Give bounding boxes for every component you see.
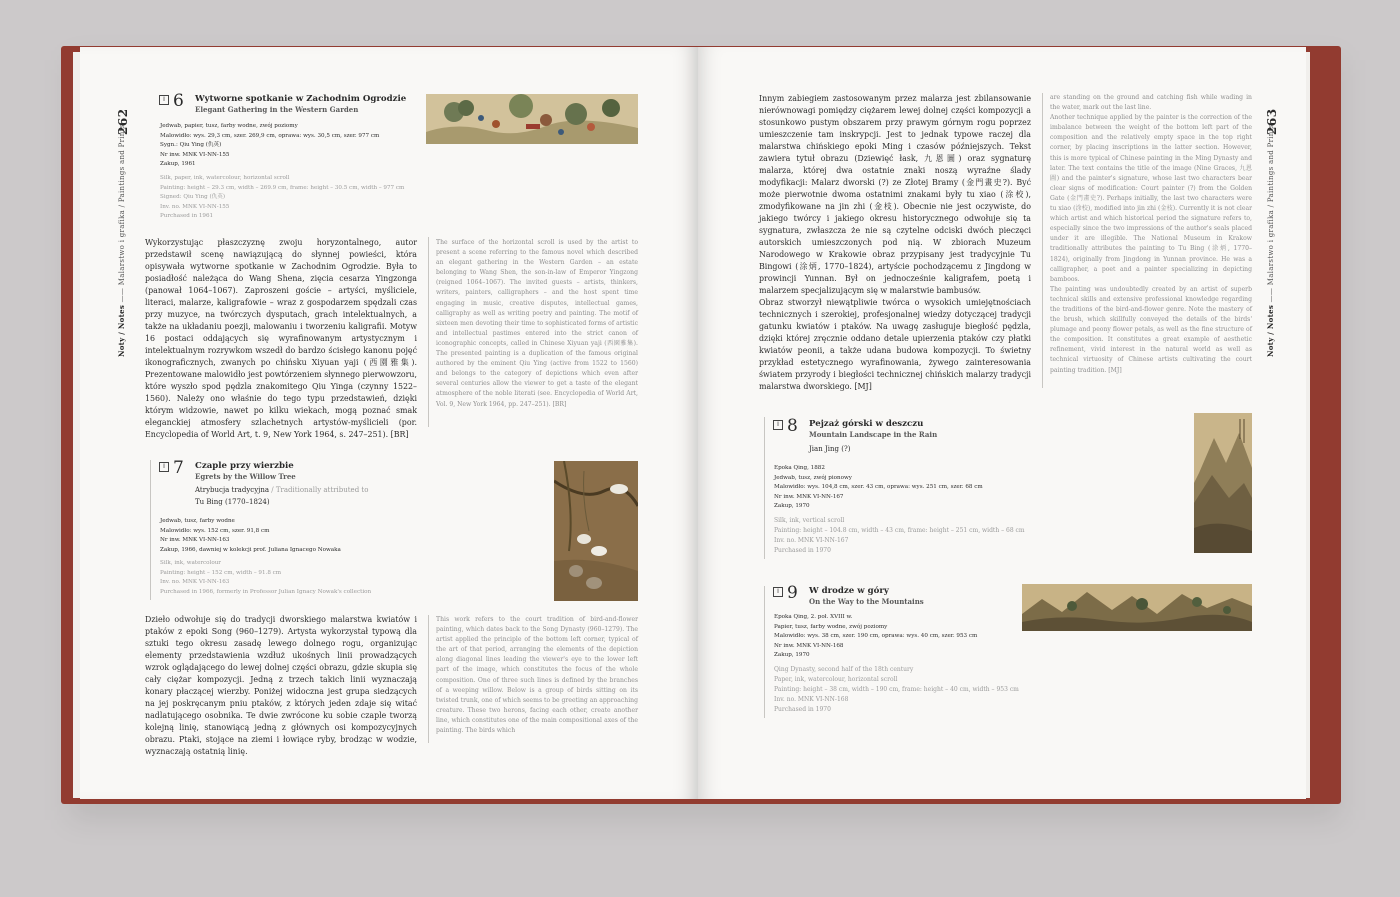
meta-line: Malowidło: wys. 152 cm, szer. 91,8 cm <box>160 527 270 534</box>
meta-line: Painting: height – 152 cm, width – 91.8 cm <box>160 569 282 576</box>
meta-line: Inv. no. MNK VI-NN-155 <box>160 203 230 210</box>
meta-line: Sygn.: Qiu Ying (仇英) <box>160 142 222 149</box>
meta-line: Paper, ink, watercolour, horizontal scroll <box>774 676 898 683</box>
entry-7-body-en: This work refers to the court tradition of bird-and-flower painting, which dates back to the Song Dynasty (960–1279). The artist applied the principle of the bottom left corner, typical of the art of that period, arranging the elements of the depiction along diagonal lines leading the viewer's eye to the lower left part of the image, which constitutes the focus of the whole composition. One of three such lines is defined by the branches of a weeping willow. Below is a group of birds sitting on its twisted trunk, one of which seems to be greeting an approaching creature. These two herons, facing each other, create another line, which constitutes one of the main compositional axes of the painting. The birds which <box>436 616 638 735</box>
meta-line: Jedwab, papier, tusz, farby wodne, zwój poziomy <box>160 123 298 129</box>
entry-8-painting <box>1194 413 1252 553</box>
entry-7-title-en: Egrets by the Willow Tree <box>195 472 296 481</box>
meta-line: Qing Dynasty, second half of the 18th century <box>774 666 914 673</box>
entry-8-rule <box>764 417 765 559</box>
meta-line: Purchased in 1961 <box>160 213 214 220</box>
entry-6-meta-pl <box>160 122 379 170</box>
entry-7-attribution: Atrybucja tradycyjna / Traditionally attributed to <box>195 486 369 494</box>
column-divider <box>428 615 429 743</box>
entry-9-box: I <box>773 587 783 597</box>
meta-line: Nr inw. MNK VI-NN-155 <box>160 151 230 158</box>
entry-6-title-en: Elegant Gathering in the Western Garden <box>195 105 359 114</box>
entry-7-meta-en <box>160 559 371 597</box>
meta-line: Silk, ink, watercolour <box>160 560 221 566</box>
running-head-section-en: Paintings and Prints <box>118 124 126 203</box>
entry-7-title-pl: Czaple przy wierzbie <box>195 461 294 471</box>
meta-line: Signed: Qiu Ying (仇英) <box>160 194 226 201</box>
continued-pl-paragraph: Innym zabiegiem zastosowanym przez malarza jest zbilansowanie nierównowagi pomiędzy ciężarem lewej dolnej części kompozycji a stosunkowo pustym obszarem przy prawym górnym rogu poprzez umieszczenie tam inskrypcji. Jest to jednak typowe raczej dla malarstwa chińskiego epoki Ming i czasów późniejszych. Tekst zawiera tytuł obrazu (Dziewięć łask, 九恩圖) oraz sygnaturę malarza, której dwa ostatnie znaki noszą wyraźne ślady modyfikacji: Malarz dworski (?) ze Złotej Bramy (金門畫史?). Być może pierwotnie dwoma ostatnimi znakami były tu xiao (涂校), zmodyfikowane na jin zhi (金枝). Obecnie nie jest oczywiste, do jakiego twórcy i jakiego okresu historycznego odwołuje się ta sygnatura, zwłaszcza że nie są czytelne odciski dwóch pieczęci autorskich umieszczonych pod nią. W zbiorach Muzeum Narodowego w Krakowie obraz przypisany jest tradycyjnie Tu Bingowi (涂炳, 1770–1824), artyście pochodzącemu z Jingdong w prowincji Yunnan. Był on jednocześnie kaligrafem, poetą i malarzem specjalizującym się w malarstwie bambusów. <box>759 94 1031 295</box>
entry-8-box: I <box>773 420 783 430</box>
running-head-notes: Noty / Notes <box>117 304 126 357</box>
meta-line: Jedwab, tusz, farby wodne <box>160 518 235 524</box>
mountain-illustration <box>1194 413 1252 553</box>
meta-line: Inv. no. MNK VI-NN-167 <box>774 537 849 544</box>
entry-8-number: 8 <box>787 416 798 436</box>
running-head-notes: Noty / Notes <box>1266 304 1275 357</box>
meta-line: Epoka Qing, 1882 <box>774 465 825 471</box>
entry-7-box: I <box>159 462 169 472</box>
meta-line: Painting: height – 38 cm, width – 190 cm, frame: height – 40 cm, width – 953 cm <box>774 686 1019 693</box>
meta-line: Zakup, 1970 <box>774 652 810 659</box>
entry-7-body-pl: Dzieło odwołuje się do tradycji dworskiego malarstwa kwiatów i ptaków z epoki Song (960–1279). Artysta wykorzystał typową dla sztuki tego okresu zasadę lewego dolnego rogu, organizując elementy przedstawienia wzdłuż ukośnych linii prowadzących wzrok oglądającego do lewej dolnej części obrazu, gdzie skupia się cały ciężar kompozycji. Jedną z trzech takich linii wyznaczają konary płaczącej wierzby. Poniżej widoczna jest grupa siedzących na jej poskręcanym pniu ptaków, z których jeden zdaje się witać nadlatującego osobnika. Te dwie zwrócone ku sobie czaple tworzą kolejną linię, stanowiącą jedną z głównych osi kompozycyjnych obrazu. Ptaki, stojące na ziemi i łowiące ryby, brodząc w wodzie, wyznaczają ostatnią linię. <box>145 615 417 756</box>
running-head-section-en: Paintings and Prints <box>1267 124 1275 203</box>
meta-line: Purchased in 1970 <box>774 706 831 713</box>
continued-body-pl <box>759 93 1031 393</box>
entry-6-body-en: The surface of the horizontal scroll is used by the artist to present a scene referring to the famous novel which described an elegant gathering in the Western Garden – an estate belonging to Wang Shen, the son-in-law of Emperor Yingzong (reigned 1064–1067). The invited guests – artists, thinkers, writers, painters, calligraphers – and the host spent time engaging in music, creative disputes, intellectual games, calligraphy as well as writing poetry and painting. The motif of sixteen men devoting their time to sophisticated forms of artistic and intellectual pastimes entered into the strict canon of iconographic concepts, called in Chinese Xiyuan yaji (西園雅集). The presented painting is a duplication of the famous original authored by the eminent Qiu Ying (active from 1522 to 1560) and belongs to the category of depictions which even after several centuries allow the viewer to get a taste of the elegant atmosphere of the noble literati (see. Encyclopedia of World Art, Vol. 9, New York 1964, pp. 247–251). [BR] <box>436 239 638 408</box>
entry-8-title-pl: Pejzaż górski w deszczu <box>809 419 924 429</box>
entry-8-meta-en <box>774 516 1025 556</box>
meta-line: Nr inw. MNK VI-NN-163 <box>160 537 230 544</box>
meta-line: Zakup, 1961 <box>160 161 196 168</box>
entry-6-painting <box>426 94 638 144</box>
entry-6-box: I <box>159 95 169 105</box>
scroll-illustration <box>426 94 638 144</box>
entry-8-artist: Jian Jing (?) <box>809 445 851 453</box>
egrets-illustration <box>554 461 638 601</box>
meta-line: Zakup, 1970 <box>774 503 810 510</box>
meta-line: Malowidło: wys. 38 cm, szer. 190 cm, oprawa: wys. 40 cm, szer. 953 cm <box>774 633 978 640</box>
page-number-right: 263 <box>1265 108 1279 135</box>
entry-6-meta-en <box>160 174 404 222</box>
running-head-section-pl: Malarstwo i grafika <box>1267 209 1275 286</box>
meta-line: Malowidło: wys. 29,3 cm, szer. 269,9 cm, oprawa: wys. 30,5 cm, szer. 977 cm <box>160 132 380 139</box>
meta-line: Purchased in 1966, formerly in Professor Julian Ignacy Nowak's collection <box>160 588 372 595</box>
meta-line: Zakup, 1966, dawniej w kolekcji prof. Juliana Ignacego Nowaka <box>160 546 341 553</box>
page-number-left: 262 <box>116 108 130 135</box>
attribution-pl: Atrybucja tradycyjna <box>195 486 270 494</box>
running-head-section-pl: Malarstwo i grafika <box>118 209 126 286</box>
entry-8-meta-pl <box>774 464 983 512</box>
running-head-right: Noty / Notes —— Malarstwo i grafika / Paintings and Prints <box>1266 124 1275 357</box>
entry-7-artist: Tu Bing (1770–1824) <box>195 498 270 506</box>
entry-7-rule <box>150 460 151 600</box>
meta-line: Painting: height – 29.3 cm, width – 269.9 cm, frame: height – 30.5 cm, width – 977 cm <box>160 184 405 191</box>
left-page <box>80 47 698 799</box>
meta-line: Papier, tusz, farby wodne, zwój poziomy <box>774 623 888 630</box>
meta-line: Jedwab, tusz, zwój pionowy <box>774 474 852 481</box>
landscape-scroll-illustration <box>1022 584 1252 631</box>
entry-8-title-en: Mountain Landscape in the Rain <box>809 430 938 439</box>
meta-line: Silk, paper, ink, watercolour, horizontal scroll <box>160 175 290 181</box>
entry-7-meta-pl <box>160 517 341 555</box>
entry-6-body-pl: Wykorzystując płaszczyznę zwoju horyzontalnego, autor przedstawił scenę nawiązującą do słynnej powieści, która opisywała wytworne spotkanie w Zachodnim Ogrodzie. Była to posiadłość należąca do Wang Shena, zięcia cesarza Yingzonga (panował 1064–1067). Zaproszeni goście – artyści, myśliciele, literaci, malarze, kaligrafowie – wraz z gospodarzem spędzali czas przy muzyce, na twórczych dysputach, grach intelektualnych, a także na układaniu poezji, malowaniu i tworzeniu kaligrafii. Motyw 16 postaci oddających się wyrafinowanym artystycznym i intelektualnym rozrywkom wszedł do bardzo ścisłego kanonu pojęć ikonograficznych, zwanych po chińsku Xiyuan yaji (西園雅集). Prezentowane malowidło jest powtórzeniem słynnego pierwowzoru, które wyszło spod pędzla znakomitego Qiu Yinga (czynny 1522–1560). Należy ono właśnie do tego typu przedstawień, dzięki którym widzowie, nawet po kilku wiekach, mogą poznać smak eleganckiej atmosfery szlachetnych artystów-myślicieli (por. Encyclopedia of World Art, t. 9, New York 1964, s. 247–251). [BR] <box>145 238 417 439</box>
right-page <box>698 47 1306 799</box>
meta-line: Silk, ink, vertical scroll <box>774 517 845 524</box>
entry-6-number: 6 <box>173 91 184 111</box>
column-divider <box>1042 93 1043 388</box>
entry-9-title-pl: W drodze w góry <box>809 586 889 596</box>
entry-9-title-en: On the Way to the Mountains <box>809 597 924 606</box>
entry-9-rule <box>764 586 765 718</box>
continued-body-en <box>1050 93 1252 376</box>
entry-7-painting <box>554 461 638 601</box>
entry-9-painting <box>1022 584 1252 631</box>
meta-line: Inv. no. MNK VI-NN-163 <box>160 579 230 586</box>
meta-line: Nr inw. MNK VI-NN-167 <box>774 493 844 500</box>
meta-line: Nr inw. MNK VI-NN-168 <box>774 642 844 649</box>
entry-9-meta-en <box>774 665 1019 715</box>
running-head-left: Noty / Notes —— Malarstwo i grafika / Paintings and Prints <box>117 124 126 357</box>
attribution-en: Traditionally attributed to <box>275 486 369 494</box>
entry-9-number: 9 <box>787 583 798 603</box>
continued-en-paragraph: Another technique applied by the painter is the correction of the imbalance between the weight of the bottom left part of the composition and the relatively empty space in the top right corner, by placing inscriptions in the latter section. However, this is more typical of Chinese painting in the Ming Dynasty and later. The text contains the title of the image (Nine Graces, 九恩圖) and the painter's signature, whose last two characters bear clear signs of modification: Court painter (?) from the Golden Gate (金門畫史?). Perhaps initially, the last two characters were tu xiao (涂校), modified into jin zhi (金枝). Currently it is not clear which artist and which historical period the signature refers to, especially since the two impressions of the author's seals placed under it are illegible. The National Museum in Krakow traditionally attributes the painting to Tu Bing (涂炳, 1770–1824), originally from Jingdong in Yunnan province. He was a calligrapher, a poet and a painter specializing in depicting bamboos. <box>1050 114 1252 283</box>
meta-line: Purchased in 1970 <box>774 547 831 554</box>
continued-en-paragraph: The painting was undoubtedly created by an artist of superb technical skills and extensive professional knowledge regarding the traditions of the bird-and-flower genre. Note the mastery of the brush, which skillfully conveyed the details of the birds' plumage and peony flower petals, as well as the fine structure of the composition. It constitutes a great example of aesthetic refinement, vivid interest in the natural world as well as technical virtuosity of Chinese artists cultivating the court painting tradition. [MJ] <box>1050 285 1252 374</box>
column-divider <box>428 237 429 427</box>
entry-6-title-pl: Wytworne spotkanie w Zachodnim Ogrodzie <box>195 94 407 104</box>
meta-line: Painting: height – 104.8 cm, width – 43 cm, frame: height – 251 cm, width – 68 cm <box>774 527 1025 534</box>
continued-en-paragraph: are standing on the ground and catching fish while wading in the water, mark out the last line. <box>1050 94 1252 112</box>
meta-line: Epoka Qing, 2. poł. XVIII w. <box>774 614 853 620</box>
entry-9-meta-pl <box>774 613 977 661</box>
entry-7-number: 7 <box>173 458 184 478</box>
meta-line: Malowidło: wys. 104,8 cm, szer. 43 cm, oprawa: wys. 251 cm, szer. 68 cm <box>774 484 983 491</box>
continued-pl-paragraph: Obraz stworzył niewątpliwie twórca o wysokich umiejętnościach technicznych i szerokiej, profesjonalnej wiedzy dotyczącej tradycji gatunku kwiatów i ptaków. Na uwagę zasługuje biegłość pędzla, dzięki której zręcznie oddano detale upierzenia ptaków czy płatki kwiatów peonii, a także udana budowa kompozycji. To świetny przykład estetycznego wyrafinowania, żywego zainteresowania światem przyrody i biegłości technicznej chińskich malarzy tradycji malarstwa dworskiego. [MJ] <box>759 298 1031 391</box>
meta-line: Inv. no. MNK VI-NN-168 <box>774 696 849 703</box>
